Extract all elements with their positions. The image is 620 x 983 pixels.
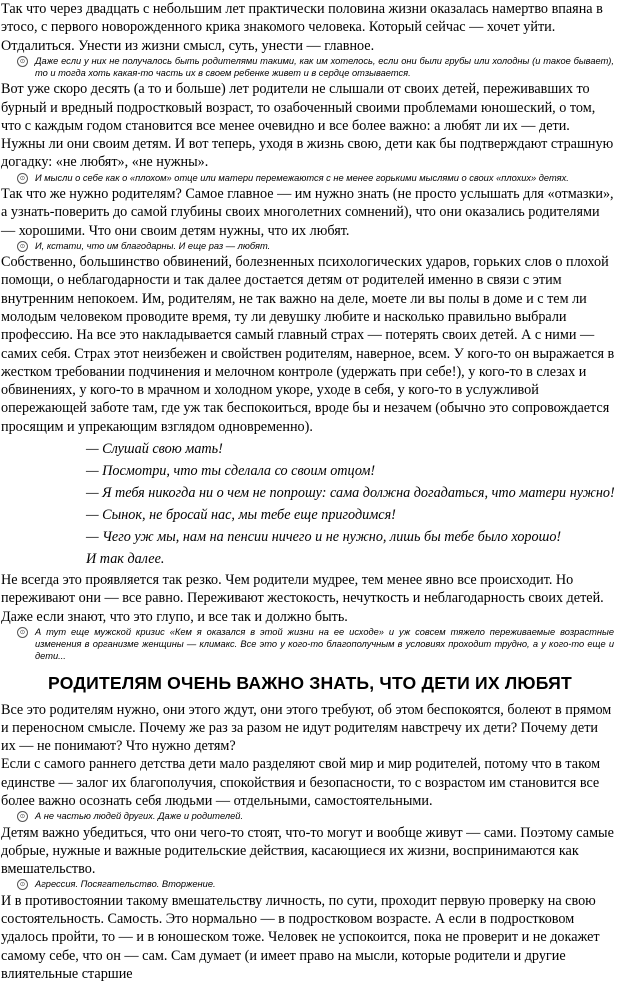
footnote-text: Агрессия. Посягательство. Вторжение. [35, 879, 216, 890]
quote-list [86, 438, 620, 570]
footnote [15, 626, 614, 663]
footnote-text: А не частью людей других. Даже и родителей. [35, 811, 244, 822]
paragraph: И в противостоянии такому вмешательству личность, по сути, проходит первую проверку на свою состоятельность. Самость. Это нормально — в подростковом возрасте. А если в подростковом удалось пройти, то — и в юношеском тоже. Человек не успокоится, пока не проверит и не докажет самому себе, что он — сам. Сам думает (и имеет право на мысли, которые родители и другие влиятельные старшие [1, 892, 600, 982]
footnote-text: И, кстати, что им благодарны. И еще раз — любят. [35, 240, 271, 251]
quote-line: — Сынок, не бросай нас, мы тебе еще пригодимся! [86, 507, 396, 524]
paragraph: Не всегда это проявляется так резко. Чем родители мудрее, тем менее явно все происходит. Но переживают они — все равно. Переживают жестокость, нечуткость и неблагодарность своих детей. Даже если знают, что это глупо, и все так и должно быть. [1, 572, 604, 625]
quote-line: — Слушай свою мать! [86, 441, 223, 458]
paragraph: Детям важно убедиться, что они чего-то стоят, что-то могут и вообще живут — сами. Поэтому самые добрые, нужные и важные родительские действия, касающиеся их жизни, воспринимаются как вмешательство. [1, 824, 614, 878]
footnote [15, 55, 614, 79]
footnote-circle-icon: ⊙ [17, 811, 28, 822]
paragraph: Вот уже скоро десять (а то и больше) лет родители не слышали от своих детей, переживавших то бурный и вредный подростковый возраст, то озабоченный своими проблемами юношеский, о том, что с каждым годом становится все менее очевидно и все более важно: а любят ли их — дети. Нужны ли они своим детям. И вот теперь, уходя в жизнь свою, дети как бы подтверждают страшную догадку: «не любят», «не нужны». [1, 81, 614, 171]
footnote [15, 878, 614, 890]
quote-line: — Посмотри, что ты сделала со своим отцом! [86, 463, 376, 480]
footnote-circle-icon: ⊙ [17, 173, 28, 184]
footnote-circle-icon: ⊙ [17, 879, 28, 890]
footnote-text: А тут еще мужской кризис «Кем я оказался в этой жизни на ее исходе» и уж совсем тяжело переживаемые возрастные изменения в организме женщины — климакс. Все это у кого-то благополучным в условиях проходит трудно, а у кого-то еще и дети... [35, 626, 614, 662]
footnote-circle-icon: ⊙ [17, 56, 28, 67]
section-heading: РОДИТЕЛЯМ ОЧЕНЬ ВАЖНО ЗНАТЬ, ЧТО ДЕТИ ИХ ЛЮБЯТ [48, 672, 572, 693]
footnote-text: И мысли о себе как о «плохом» отце или матери перемежаются с не менее горькими мыслями о своих «плохих» детях. [35, 172, 569, 183]
footnote-circle-icon: ⊙ [17, 627, 28, 638]
paragraph: Так что через двадцать с небольшим лет практически половина жизни оказалась намертво впаяна в этосо, с первого новорожденного крика знакомого человека. Который сейчас — хочет уйти. Отдалиться. Унести из жизни смысл, суть, унести — главное. [1, 1, 603, 54]
paragraph: Собственно, большинство обвинений, болезненных психологических ударов, горьких слов о плохой помощи, о неблагодарности и так далее достается детям от родителей именно в связи с этим внутренним непокоем. Им, родителям, не так важно на деле, моете ли вы полы в доме и с тем ли молодым человеком проводите время, ту ли девушку любите и насколько правильно выбрали профессию. На все это накладывается самый главный страх — потерять своих детей. А с ними — самих себя. Страх этот неизбежен и свойствен родителям, наверное, всем. У кого-то он выражается в жестком требовании подчинения и мелочном контроле (удержать при себе!), у кого-то в слезах и обвинениях, у кого-то в мрачном и холодном укоре, уходе в себя, у кого-то в услужливой опережающей заботе там, где уж так беспокоиться, вроде бы и незачем (обычно это сопровождается просящим и упрекающим взглядом одновременно). [1, 254, 615, 435]
footnote [15, 810, 614, 822]
quote-line: И так далее. [86, 551, 165, 568]
paragraph: Так что же нужно родителям? Самое главное — им нужно знать (не просто услышать для «отмазки», а узнать-поверить до самой глубины своих многолетних сомнений), что они оказались родителями — хорошими. Что они своим детям нужны, что их любят. [1, 185, 614, 239]
quote-line: — Чего уж мы, нам на пенсии ничего и не нужно, лишь бы тебе было хорошо! [86, 529, 562, 546]
quote-line: — Я тебя никогда ни о чем не попрошу: сама должна догадаться, что матери нужно! [86, 485, 615, 502]
paragraph: Если с самого раннего детства дети мало разделяют свой мир и мир родителей, потому что в таком единстве — залог их благополучия, спокойствия и безопасности, то с возрастом им становится все более важно осознать себя людьми — отдельными, самостоятельными. [1, 756, 601, 810]
paragraph: Все это родителям нужно, они этого ждут, они этого требуют, об этом беспокоятся, болеют в прямом и переносном смысле. Почему же раз за разом не идут родителям навстречу их дети? Почему дети их — не понимают? Что нужно детям? [1, 701, 612, 755]
footnote-text: Даже если у них не получалось быть родителями такими, как им хотелось, если они были грубы или холодны (и такое бывает), то и тогда хоть какая-то часть их в своем ребенке живет и в сердце отзывается. [35, 55, 614, 79]
footnote [15, 240, 614, 252]
footnote-circle-icon: ⊙ [17, 241, 28, 252]
footnote [15, 172, 614, 184]
